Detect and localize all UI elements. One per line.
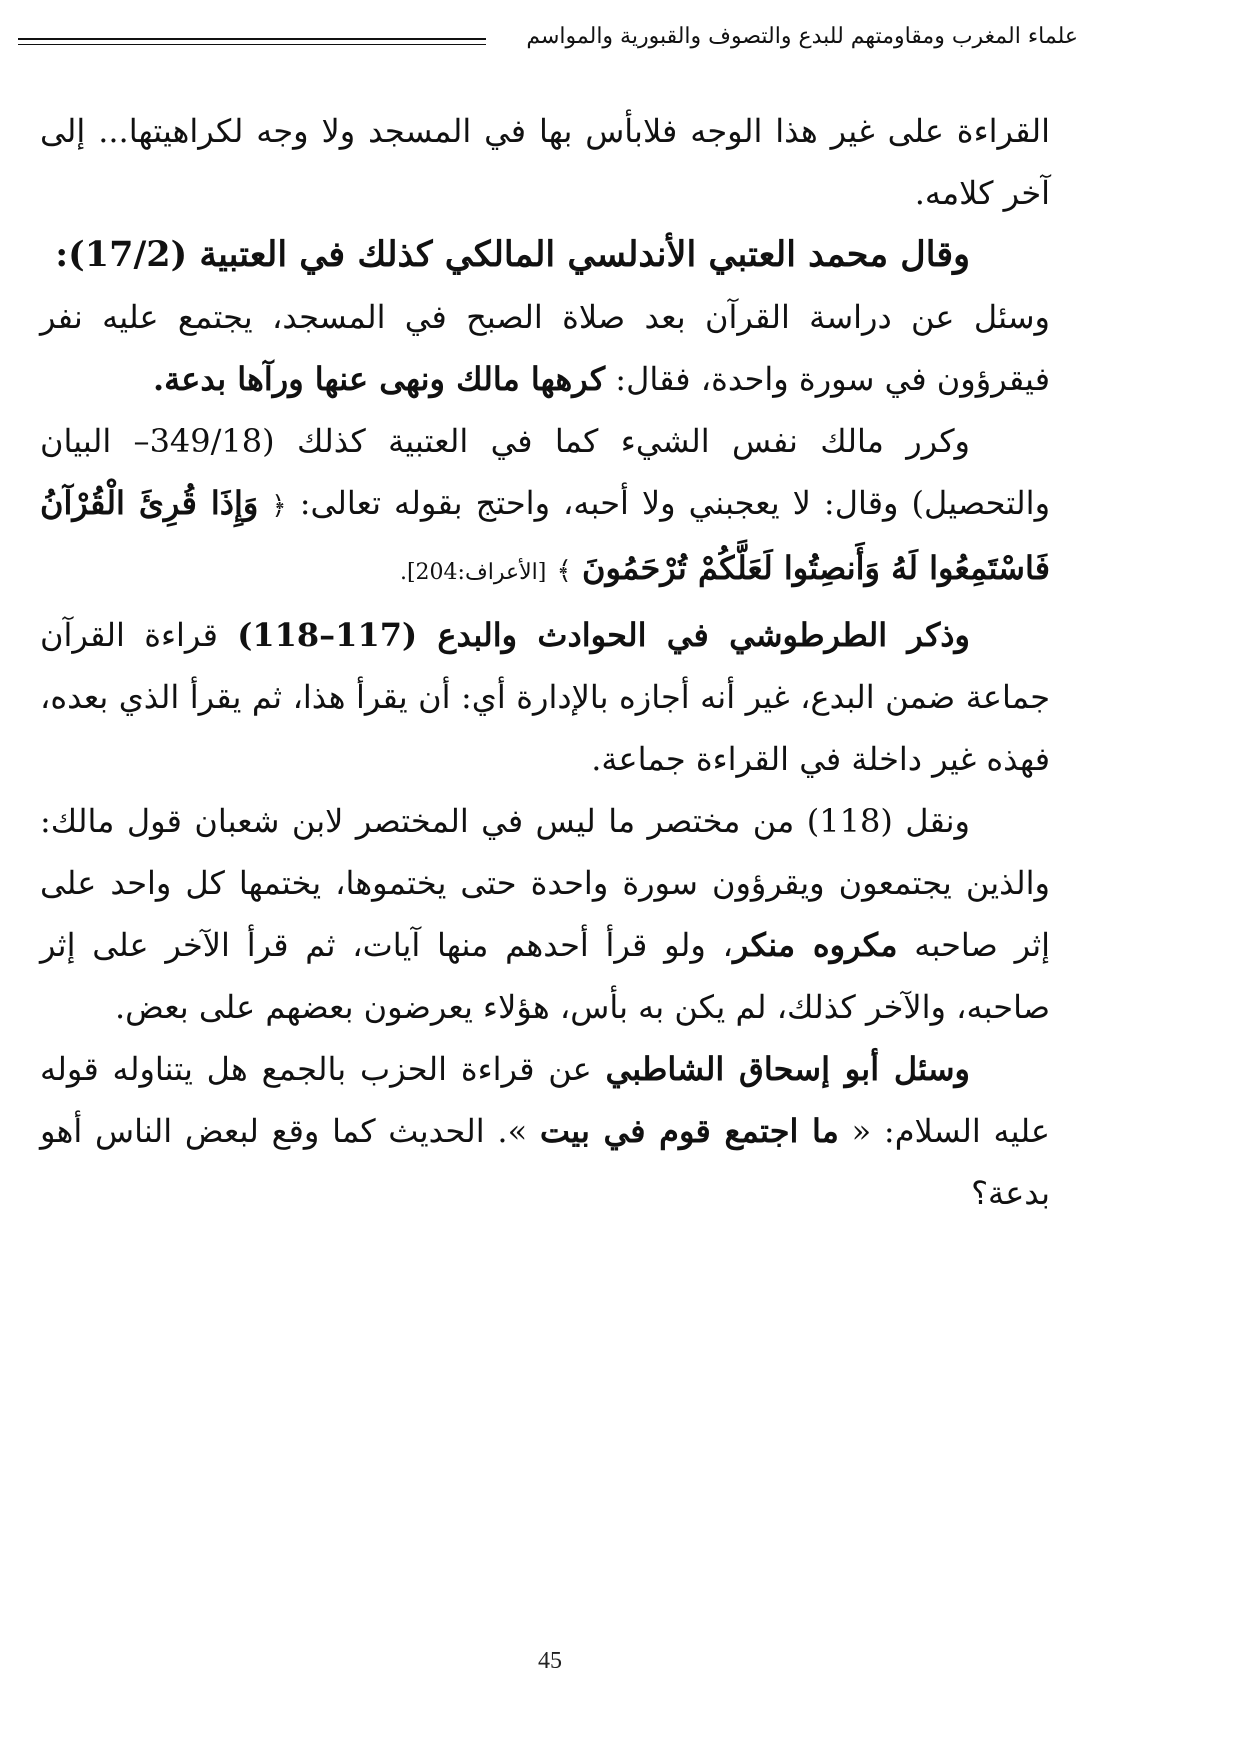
paragraph-3 (40, 286, 1050, 410)
paragraph-4 (40, 410, 1050, 604)
paragraph-7 (40, 1038, 1050, 1224)
ayah-open-bracket: ﴿ (271, 491, 287, 521)
paragraph-1-text: القراءة على غير هذا الوجه فلابأس بها في المسجد ولا وجه لكراهيتها... إلى آخر كلامه. (40, 112, 1050, 212)
paragraph-6 (40, 790, 1050, 1038)
paragraph-3-bold: كرهها مالك ونهى عنها ورآها بدعة. (153, 360, 606, 398)
paragraph-6-text-b: ، ولو قرأ أحدهم منها آيات، ثم قرأ الآخر على إثر صاحبه، والآخر كذلك، لم يكن به بأس، هؤلاء يعرضون بعضهم على بعض. (40, 926, 1050, 1026)
paragraph-4-text: وكرر مالك نفس الشيء كما في العتبية كذلك (349/18– البيان والتحصيل) وقال: لا يعجبني ولا أحبه، واحتج بقوله تعالى: (40, 422, 1051, 522)
paragraph-6-bold: مكروه منكر (732, 926, 898, 964)
paragraph-7-text-b: ». الحديث كما وقع لبعض الناس أهو بدعة؟ (40, 1112, 1050, 1212)
paragraph-1 (40, 100, 1050, 224)
paragraph-2-text: وقال محمد العتبي الأندلسي المالكي كذلك في العتبية (17/2): (55, 234, 970, 275)
paragraph-5-bold: وذكر الطرطوشي في الحوادث والبدع (117–118) (237, 616, 971, 654)
verse-reference: [الأعراف:204]. (399, 560, 547, 585)
quran-verse: وَإِذَا قُرِئَ الْقُرْآنُ فَاسْتَمِعُوا لَهُ وَأَنصِتُوا لَعَلَّكُمْ تُرْحَمُونَ (40, 484, 1050, 587)
running-header (18, 14, 1078, 64)
paragraph-6-text-a: ونقل (118) من مختصر ما ليس في المختصر لابن شعبان قول مالك: والذين يجتمعون ويقرؤون سورة واحدة حتى يختموها، يختمها كل واحد على إثر صاحبه (40, 802, 1051, 964)
paragraph-7-bold-b: ما اجتمع قوم في بيت (539, 1112, 839, 1150)
running-title: علماء المغرب ومقاومتهم للبدع والتصوف والقبورية والمواسم (526, 24, 1078, 49)
paragraph-3-text: وسئل عن دراسة القرآن بعد صلاة الصبح في المسجد، يجتمع عليه نفر فيقرؤون في سورة واحدة، فقال: (40, 298, 1050, 398)
paragraph-7-text-a: عن قراءة الحزب بالجمع هل يتناوله قوله عليه السلام: « (40, 1050, 1051, 1150)
paragraph-5-text: قراءة القرآن جماعة ضمن البدع، غير أنه أجازه بالإدارة أي: أن يقرأ هذا، ثم يقرأ الذي بعده، فهذه غير داخلة في القراءة جماعة. (40, 616, 1050, 778)
paragraph-5 (40, 604, 1050, 790)
page-body (40, 100, 1050, 1224)
header-rule (18, 38, 486, 40)
page-number: 45 (538, 1648, 562, 1674)
ayah-close-bracket: ﴾ (556, 556, 572, 586)
header-rule-thin (18, 44, 486, 45)
paragraph-2-heading (40, 224, 1050, 286)
paragraph-7-bold-a: وسئل أبو إسحاق الشاطبي (605, 1050, 971, 1088)
